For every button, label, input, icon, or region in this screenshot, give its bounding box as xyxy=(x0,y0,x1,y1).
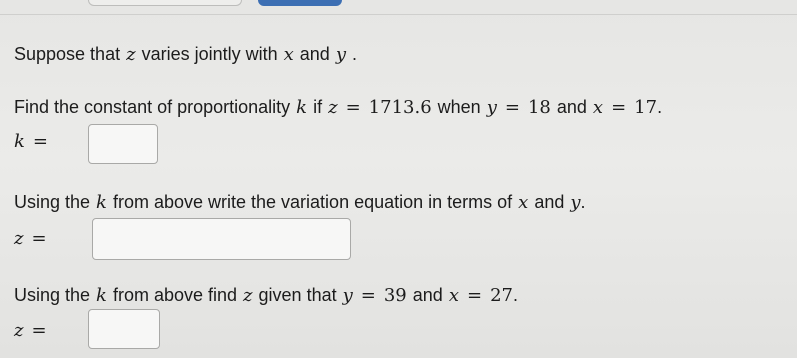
var-k: k xyxy=(296,97,308,118)
equals-sign: = xyxy=(466,285,483,306)
equals-sign: = xyxy=(345,97,361,118)
part2-text-a: Using the xyxy=(14,192,91,212)
var-x: x xyxy=(592,97,604,118)
part1-text-b: if xyxy=(313,97,323,117)
answer-var-z: z xyxy=(14,228,24,249)
part2-answer-row xyxy=(14,228,55,249)
variation-equation-input[interactable] xyxy=(92,218,351,260)
y-value: 18 xyxy=(527,97,551,118)
var-y: y xyxy=(342,285,353,306)
var-k: k xyxy=(96,192,107,213)
z-value: 1713.6 xyxy=(368,97,432,118)
k-answer-input[interactable] xyxy=(88,124,158,164)
var-z: z xyxy=(126,44,136,65)
equals-sign: = xyxy=(360,285,376,306)
part3-text-e: . xyxy=(512,285,518,305)
part3-text-b: from above find xyxy=(112,285,238,305)
part1-answer-row xyxy=(14,131,56,152)
answer-var-z: z xyxy=(14,320,24,341)
part3-text-a: Using the xyxy=(14,285,91,305)
part2-prompt xyxy=(14,192,586,213)
next-tab[interactable] xyxy=(258,0,342,6)
var-z: z xyxy=(243,285,253,306)
part1-text-c: when xyxy=(437,97,481,117)
var-x: x xyxy=(448,285,459,306)
intro-text-b: varies jointly with xyxy=(141,44,278,64)
part3-answer-row xyxy=(14,320,55,341)
equals-sign: = xyxy=(611,97,627,118)
x-value: 17 xyxy=(634,97,658,118)
part1-prompt xyxy=(14,97,662,118)
part2-text-b: from above write the variation equation in terms of xyxy=(112,192,513,212)
var-x: x xyxy=(283,44,294,65)
var-x: x xyxy=(518,192,529,213)
z-answer-input[interactable] xyxy=(88,309,160,349)
intro-text-a: Suppose that xyxy=(14,44,121,64)
part1-text-e: . xyxy=(657,97,663,117)
part2-text-d: . xyxy=(580,192,586,212)
var-z: z xyxy=(328,97,338,118)
equals-sign: = xyxy=(504,97,520,118)
var-k: k xyxy=(96,285,107,306)
y-value: 39 xyxy=(383,285,407,306)
var-y: y xyxy=(335,44,346,65)
part3-text-c: given that xyxy=(258,285,337,305)
equals-sign: = xyxy=(31,320,47,341)
equals-sign: = xyxy=(32,131,49,152)
part1-text-d: and xyxy=(556,97,587,117)
answer-var-k: k xyxy=(14,131,25,152)
top-nav-strip xyxy=(0,0,797,18)
intro-text-c: and xyxy=(299,44,330,64)
divider xyxy=(0,14,797,15)
equals-sign: = xyxy=(31,228,47,249)
previous-tab[interactable] xyxy=(88,0,242,6)
part3-text-d: and xyxy=(412,285,443,305)
var-y: y xyxy=(570,192,581,213)
var-y: y xyxy=(486,97,497,118)
part1-text-a: Find the constant of proportionality xyxy=(14,97,291,117)
intro-text-d: . xyxy=(352,44,358,64)
x-value: 27 xyxy=(490,285,513,306)
intro-statement xyxy=(14,44,357,65)
part3-prompt xyxy=(14,285,518,306)
part2-text-c: and xyxy=(534,192,565,212)
